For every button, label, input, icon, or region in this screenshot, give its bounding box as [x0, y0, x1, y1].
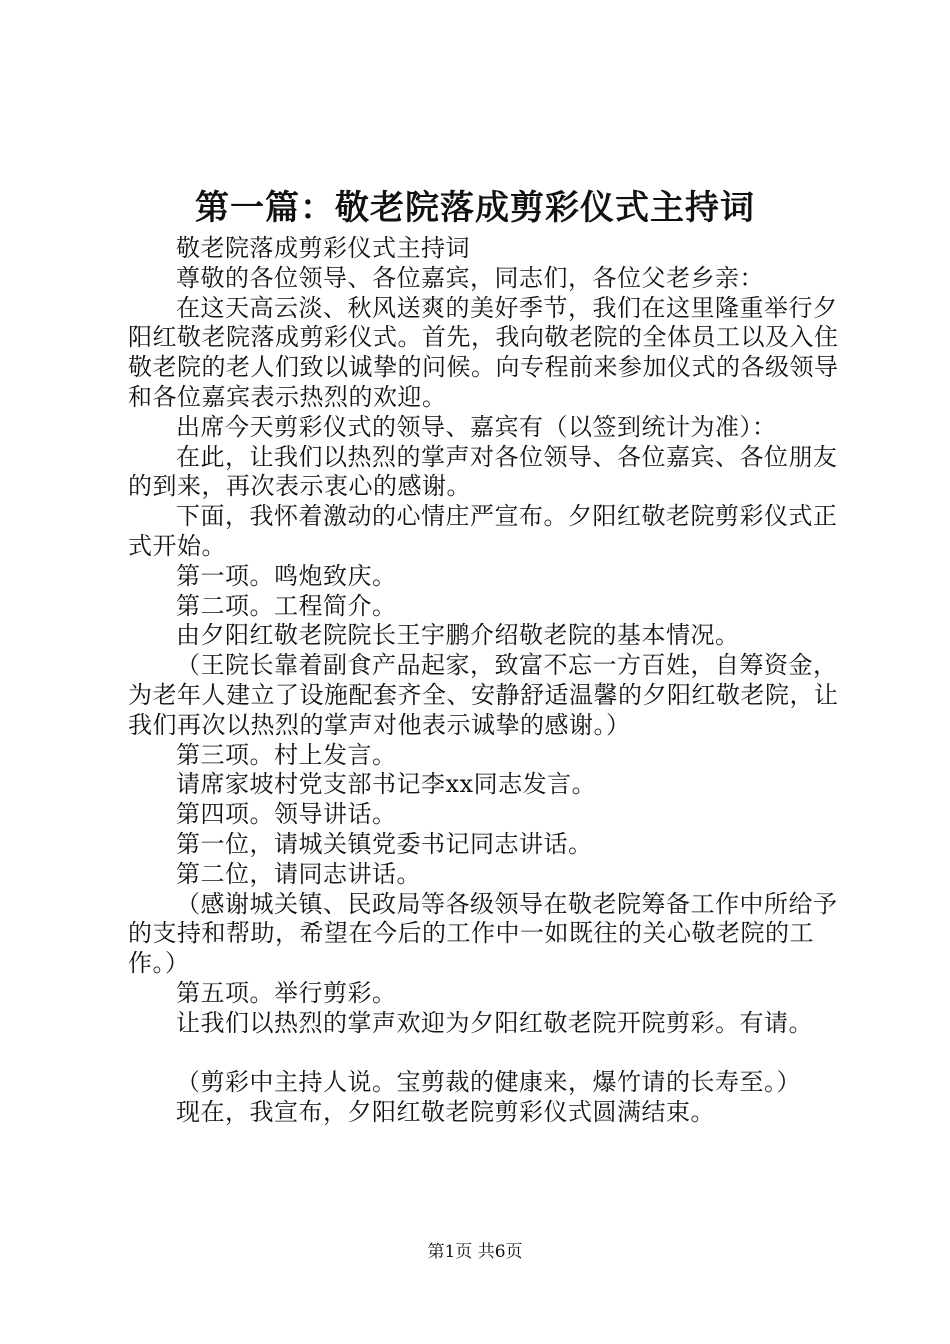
paragraph-item-five: 第五项。举行剪彩。	[176, 978, 397, 1007]
document-title: 第一篇：敬老院落成剪彩仪式主持词	[195, 188, 755, 228]
paragraph-item-one: 第一项。鸣炮致庆。	[176, 561, 397, 590]
paragraph-director-note: （王院长靠着副食产品起家，致富不忘一方百姓，自筹资金，为老年人建立了设施配套齐全、安静舒适温馨的夕阳红敬老院，让我们再次以热烈的掌声对他表示诚挚的感谢。）	[128, 651, 839, 739]
paragraph-subtitle: 敬老院落成剪彩仪式主持词	[176, 234, 470, 262]
paragraph-introduction: 由夕阳红敬老院院长王宇鹏介绍敬老院的基本情况。	[176, 621, 740, 650]
paragraph-host-words: （剪彩中主持人说。宝剪裁的健康来，爆竹请的长寿至。）	[176, 1068, 801, 1097]
paragraph-second-speaker: 第二位，请同志讲话。	[176, 859, 421, 888]
paragraph-announcement: 下面，我怀着激动的心情庄严宣布。夕阳红敬老院剪彩仪式正式开始。	[128, 502, 838, 560]
paragraph-thanks: 在此，让我们以热烈的掌声对各位领导、各位嘉宾、各位朋友的到来，再次表示衷心的感谢。	[128, 442, 838, 501]
paragraph-item-two: 第二项。工程简介。	[176, 591, 397, 620]
paragraph-closing: 现在，我宣布，夕阳红敬老院剪彩仪式圆满结束。	[176, 1098, 715, 1127]
paragraph-opening: 在这天高云淡、秋风送爽的美好季节，我们在这里隆重举行夕阳红敬老院落成剪彩仪式。首先，我向敬老院的全体员工以及入住敬老院的老人们致以诚挚的问候。向专程前来参加仪式的各级领导和各位嘉宾表示热烈的欢迎。	[128, 293, 839, 411]
paragraph-attendees: 出席今天剪彩仪式的领导、嘉宾有（以签到统计为准）：	[176, 412, 777, 441]
paragraph-village-speech: 请席家坡村党支部书记李xx同志发言。	[176, 770, 597, 799]
paragraph-item-three: 第三项。村上发言。	[176, 740, 397, 769]
paragraph-ribbon-cutting: 让我们以热烈的掌声欢迎为夕阳红敬老院开院剪彩。有请。	[176, 1008, 813, 1037]
document-body	[128, 234, 843, 1128]
paragraph-leaders-thanks: （感谢城关镇、民政局等各级领导在敬老院筹备工作中所给予的支持和帮助，希望在今后的工作中一如既往的关心敬老院的工作。）	[128, 889, 838, 978]
paragraph-first-speaker: 第一位，请城关镇党委书记同志讲话。	[176, 829, 593, 858]
blank-line	[128, 1039, 843, 1069]
paragraph-salutation: 尊敬的各位领导、各位嘉宾，同志们，各位父老乡亲：	[176, 263, 764, 292]
paragraph-item-four: 第四项。领导讲话。	[176, 800, 397, 829]
page-footer: 第1页 共6页	[427, 1242, 523, 1262]
